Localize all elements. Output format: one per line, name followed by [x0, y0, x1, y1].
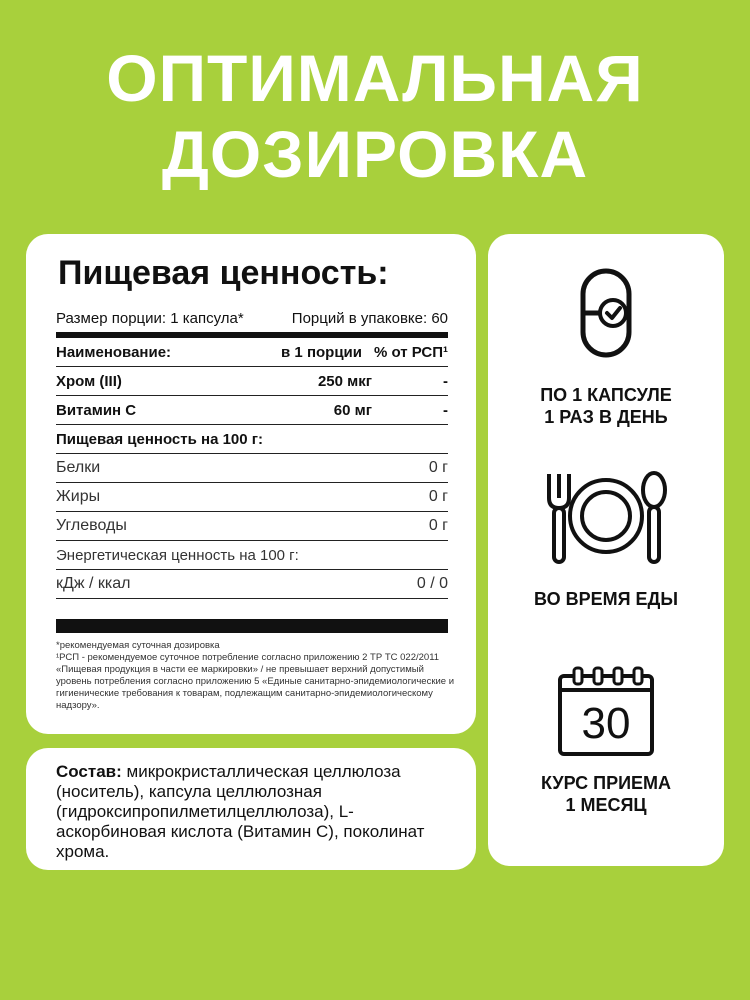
- course-line-2: 1 МЕСЯЦ: [565, 795, 647, 815]
- energy-title-row: [56, 541, 448, 570]
- usage-course: [488, 666, 724, 816]
- capsule-check-icon: [488, 268, 724, 358]
- footnote-2: ¹РСП - рекомендуемое суточное потребление согласно приложению 2 ТР ТС 022/2011 «Пищевая продукция в части ее маркировки» / не превышает верхний допустимый уровень потребления согласно приложению 5 «Единые санитарно-эпидемиологические и гигиенические требования к товарам, подлежащим санитарно-эпидемиологическому надзору».: [56, 652, 455, 711]
- usage-with-food: [488, 470, 724, 610]
- item-name: Хром (III): [56, 372, 122, 390]
- macro-value: 0 г: [428, 517, 448, 534]
- dosage-line-2: 1 РАЗ В ДЕНЬ: [544, 407, 668, 427]
- bottom-bar: [56, 619, 448, 633]
- macro-name: Жиры: [56, 488, 101, 505]
- composition-ingredients: микрокристаллическая целлюлоза (носитель), капсула целлюлозная (гидроксипропилметилцеллюлоза), L-аскорбиновая кислота (Витамин С), поколинат хрома.: [56, 762, 425, 861]
- usage-dosage: [488, 268, 724, 428]
- item-rsp: -: [443, 401, 448, 419]
- macro-name: Углеводы: [56, 517, 127, 534]
- usage-card: [488, 234, 724, 866]
- footnotes: [56, 640, 456, 712]
- energy-title: Энергетическая ценность на 100 г:: [56, 546, 299, 564]
- dosage-line-1: ПО 1 КАПСУЛЕ: [540, 385, 672, 405]
- calendar-day-number: 30: [581, 699, 631, 748]
- with-food-label: ВО ВРЕМЯ ЕДЫ: [534, 589, 678, 609]
- serving-row: [56, 304, 448, 332]
- per100-title-row: [56, 425, 448, 454]
- nutrition-card: [26, 234, 476, 734]
- composition-label: Состав:: [56, 762, 122, 781]
- footnote-1: *рекомендуемая суточная дозировка: [56, 640, 220, 651]
- table-row: [56, 483, 448, 512]
- headline-line-1: ОПТИМАЛЬНАЯ: [106, 41, 644, 115]
- nutrition-title: Пищевая ценность:: [58, 254, 389, 292]
- course-line-1: КУРС ПРИЕМА: [540, 773, 672, 793]
- serving-size: Размер порции: 1 капсула*: [56, 309, 244, 327]
- energy-name: кДж / ккал: [56, 575, 131, 592]
- item-amount: 60 мг: [333, 401, 372, 419]
- headline: [0, 40, 750, 192]
- macro-name: Белки: [56, 459, 101, 476]
- per100-title: Пищевая ценность на 100 г:: [56, 430, 264, 448]
- item-name: Витамин С: [56, 401, 137, 419]
- calendar-icon: [488, 666, 724, 758]
- header-name: Наименование:: [56, 343, 172, 361]
- table-row: [56, 367, 448, 396]
- header-per-serving: в 1 порции: [281, 343, 362, 361]
- composition-card: [26, 748, 476, 870]
- table-row: [56, 512, 448, 541]
- headline-line-2: ДОЗИРОВКА: [161, 117, 589, 191]
- plate-cutlery-icon: [488, 470, 724, 566]
- table-row: [56, 454, 448, 483]
- macro-value: 0 г: [428, 488, 448, 505]
- item-amount: 250 мкг: [317, 372, 372, 390]
- item-rsp: -: [443, 372, 448, 390]
- table-header-row: [56, 338, 448, 367]
- macro-value: 0 г: [428, 459, 448, 476]
- table-row: [56, 396, 448, 425]
- header-rsp: % от РСП¹: [373, 343, 448, 361]
- composition-text: [56, 762, 456, 862]
- table-row: [56, 570, 448, 599]
- servings-per-pack: Порций в упаковке: 60: [291, 309, 448, 327]
- nutrition-table: [56, 304, 448, 633]
- energy-value: 0 / 0: [416, 575, 448, 592]
